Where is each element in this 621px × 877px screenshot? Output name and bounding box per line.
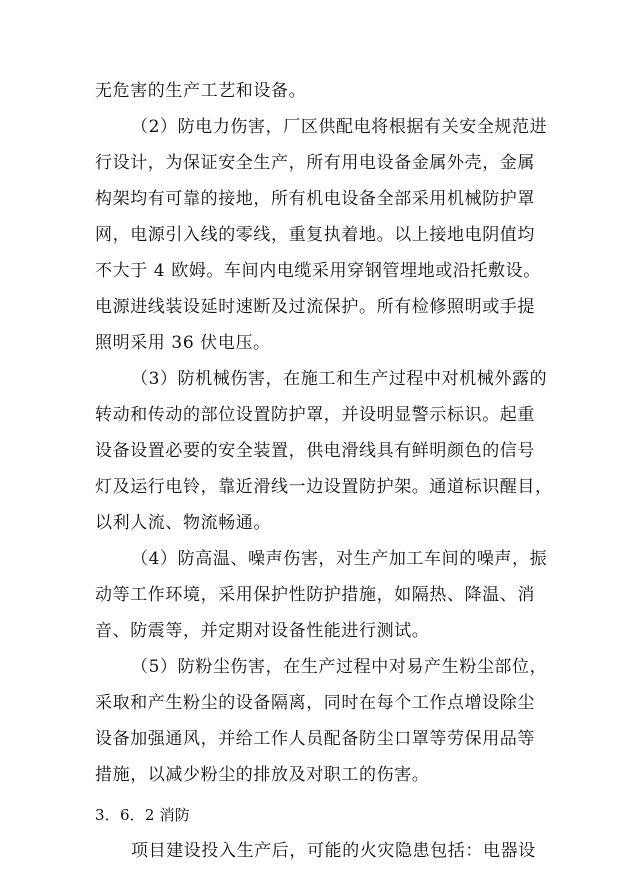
paragraph-line: （2）防电力伤害，厂区供配电将根据有关安全规范进 <box>131 117 548 137</box>
text-line: 采取和产生粉尘的设备隔离，同时在每个工作点增设除尘 <box>95 693 535 713</box>
text-line: 照明采用 36 伏电压。 <box>95 333 271 353</box>
paragraph-line: 项目建设投入生产后，可能的火灾隐患包括：电器设 <box>131 841 536 861</box>
section-heading: 3．6．2 消防 <box>95 806 190 824</box>
text-line: 措施，以减少粉尘的排放及对职工的伤害。 <box>95 765 430 785</box>
text-line: 设备设置必要的安全装置，供电滑线具有鲜明颜色的信号 <box>95 441 535 461</box>
paragraph-line: （3）防机械伤害，在施工和生产过程中对机械外露的 <box>131 369 548 389</box>
text-line: 电源进线装设延时速断及过流保护。所有检修照明或手提 <box>95 297 535 317</box>
text-line: 灯及运行电铃，靠近滑线一边设置防护架。通道标识醒目， <box>95 477 553 497</box>
text-line: 构架均有可靠的接地，所有机电设备全部采用机械防护罩 <box>95 189 535 209</box>
text-line: 音、防震等，并定期对设备性能进行测试。 <box>95 621 430 641</box>
text-line: 转动和传动的部位设置防护罩，并设明显警示标识。起重 <box>95 405 535 425</box>
text-line: 无危害的生产工艺和设备。 <box>95 81 307 101</box>
text-line: 不大于 4 欧姆。车间内电缆采用穿钢管埋地或沿托敷设。 <box>95 261 541 281</box>
paragraph-line: （5）防粉尘伤害，在生产过程中对易产生粉尘部位， <box>131 657 548 677</box>
text-line: 动等工作环境，采用保护性防护措施，如隔热、降温、消 <box>95 585 535 605</box>
text-line: 以利人流、物流畅通。 <box>95 513 271 533</box>
text-line: 行设计，为保证安全生产，所有用电设备金属外壳，金属 <box>95 153 535 173</box>
text-line: 网，电源引入线的零线，重复执着地。以上接地电阴值均 <box>95 225 535 245</box>
text-line: 设备加强通风，并给工作人员配备防尘口罩等劳保用品等 <box>95 729 535 749</box>
paragraph-line: （4）防高温、噪声伤害，对生产加工车间的噪声，振 <box>131 549 548 569</box>
